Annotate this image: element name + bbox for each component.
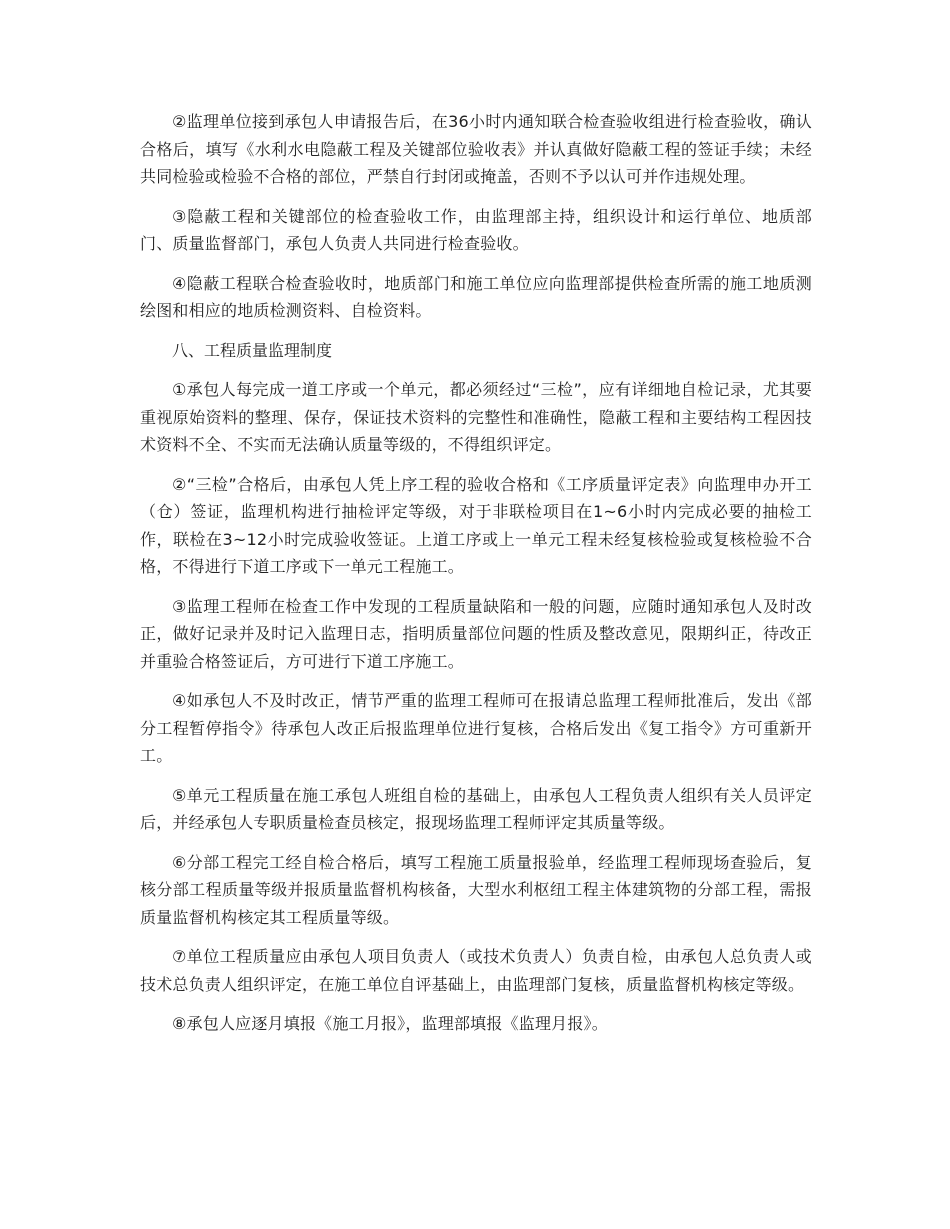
paragraph: ①承包人每完成一道工序或一个单元，都必须经过“三检”，应有详细地自检记录，尤其要重视原始资料的整理、保存，保证技术资料的完整性和准确性，隐蔽工程和主要结构工程因技术资料不全、不实而无法确认质量等级的，不得组织评定。 <box>140 380 812 454</box>
paragraph: ⑤单元工程质量在施工承包人班组自检的基础上，由承包人工程负责人组织有关人员评定后，并经承包人专职质量检查员核定，报现场监理工程师评定其质量等级。 <box>140 785 812 832</box>
paragraph: ④如承包人不及时改正，情节严重的监理工程师可在报请总监理工程师批准后，发出《部分工程暂停指令》待承包人改正后报监理单位进行复核，合格后发出《复工指令》方可重新开工。 <box>140 691 812 765</box>
paragraph: ③隐蔽工程和关键部位的检查验收工作，由监理部主持，组织设计和运行单位、地质部门、质量监督部门，承包人负责人共同进行检查验收。 <box>140 206 812 253</box>
paragraph: ②监理单位接到承包人申请报告后，在36小时内通知联合检查验收组进行检查验收，确认合格后，填写《水利水电隐蔽工程及关键部位验收表》并认真做好隐蔽工程的签证手续；未经共同检验或检验不合格的部位，严禁自行封闭或掩盖，否则不予以认可并作违规处理。 <box>140 112 812 186</box>
paragraph: ⑦单位工程质量应由承包人项目负责人（或技术负责人）负责自检，由承包人总负责人或技术总负责人组织评定，在施工单位自评基础上，由监理部门复核，质量监督机构核定等级。 <box>140 947 812 994</box>
paragraph: ④隐蔽工程联合检查验收时，地质部门和施工单位应向监理部提供检查所需的施工地质测绘图和相应的地质检测资料、自检资料。 <box>140 273 812 320</box>
paragraph: ⑥分部工程完工经自检合格后，填写工程施工质量报验单，经监理工程师现场查验后，复核分部工程质量等级并报质量监督机构核备，大型水利枢纽工程主体建筑物的分部工程，需报质量监督机构核定其工程质量等级。 <box>140 852 812 927</box>
paragraph: ⑧承包人应逐月填报《施工月报》，监理部填报《监理月报》。 <box>172 1014 608 1033</box>
document-body <box>140 108 812 1050</box>
paragraph: ②“三检”合格后，由承包人凭上序工程的验收合格和《工序质量评定表》向监理申办开工（仓）签证，监理机构进行抽检评定等级，对于非联检项目在1~6小时内完成必要的抽检工作，联检在3~12小时完成验收签证。上道工序或上一单元工程未经复核检验或复核检验不合格，不得进行下道工序或下一单元工程施工。 <box>140 474 812 576</box>
paragraph: ③监理工程师在检查工作中发现的工程质量缺陷和一般的问题，应随时通知承包人及时改正，做好记录并及时记入监理日志，指明质量部位问题的性质及整改意见，限期纠正，待改正并重验合格签证后，方可进行下道工序施工。 <box>140 596 812 671</box>
section-heading: 八、工程质量监理制度 <box>172 340 333 360</box>
